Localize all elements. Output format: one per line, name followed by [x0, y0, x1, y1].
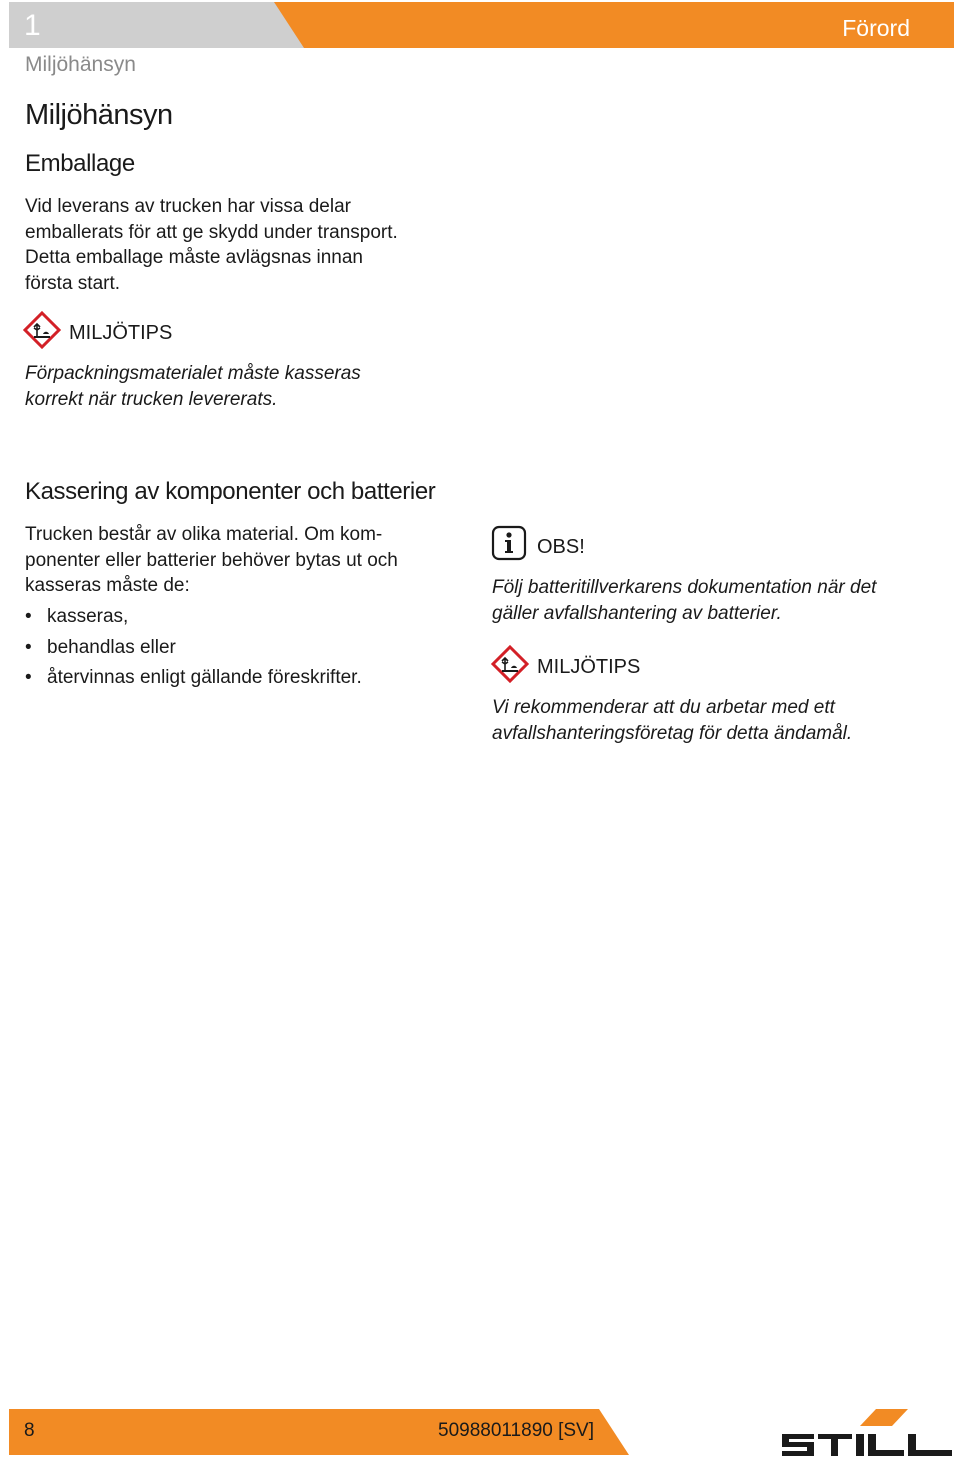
disposal-list — [25, 602, 362, 694]
info-icon — [491, 525, 527, 566]
note-label: OBS! — [537, 536, 585, 558]
page-number: 8 — [24, 1420, 35, 1441]
packaging-paragraph: Vid leverans av trucken har vissa delar emballerats för att ge skydd under transport. Detta emballage måste avlägsnas innan första start. — [25, 196, 398, 294]
disposal-paragraph: Trucken består av olika material. Om kom- ponenter eller batterier behöver bytas ut och kasseras måste de: — [25, 524, 398, 596]
chapter-number: 1 — [24, 9, 41, 42]
environment-hazard-icon — [491, 645, 529, 688]
note-text: Följ batteritillverkarens dokumentation när det gäller avfallshantering av batterier. — [492, 577, 877, 624]
still-logo — [780, 1406, 955, 1463]
section-heading-disposal: Kassering av komponenter och batterier — [25, 478, 436, 505]
document-id: 50988011890 [SV] — [438, 1420, 595, 1441]
list-item: • återvinnas enligt gällande föreskrifter. — [25, 663, 362, 694]
chapter-title: Förord — [842, 15, 910, 41]
running-head: Miljöhänsyn — [25, 53, 136, 76]
list-item: • kasseras, — [25, 602, 362, 633]
section-heading-packaging: Emballage — [25, 150, 135, 177]
tip-text: Förpackningsmaterialet måste kasseras korrekt när trucken levererats. — [25, 363, 361, 410]
environment-hazard-icon — [23, 311, 61, 354]
header-bar — [9, 2, 954, 48]
list-item: • behandlas eller — [25, 633, 362, 664]
tip-label: MILJÖTIPS — [69, 322, 173, 344]
page-title: Miljöhänsyn — [25, 99, 173, 131]
tip-label: MILJÖTIPS — [537, 656, 641, 678]
tip-text: Vi rekommenderar att du arbetar med ett avfallshanteringsföretag för detta ändamål. — [492, 697, 853, 744]
